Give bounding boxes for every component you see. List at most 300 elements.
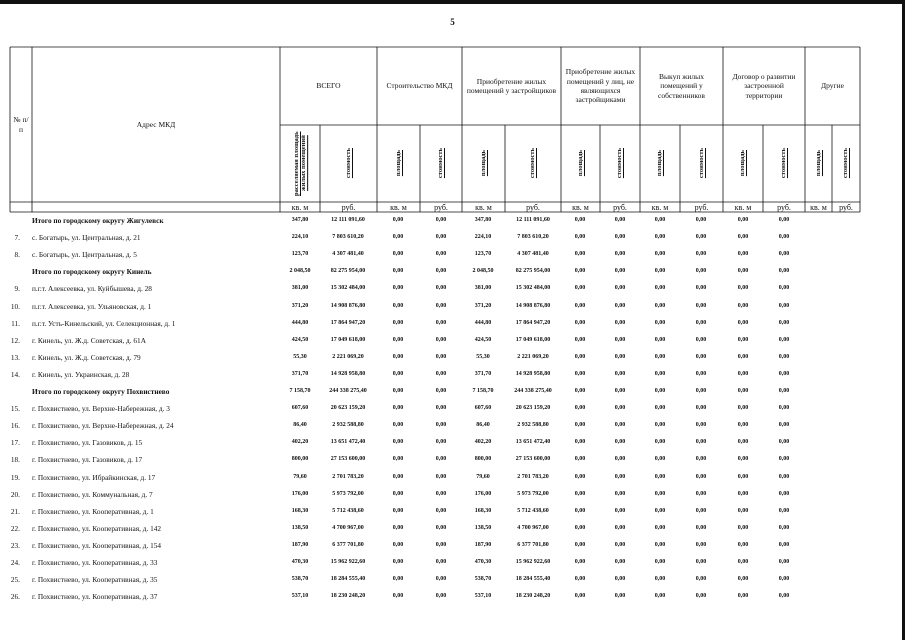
- row-value: 168,30: [474, 507, 492, 514]
- row-address: п.г.т. Усть-Кинельский, ул. Селекционная, д. 1: [32, 318, 176, 328]
- row-value: 2 048,50: [289, 268, 311, 275]
- row-number: 20.: [10, 489, 20, 499]
- row-value: 244 338 275,40: [329, 388, 367, 394]
- row-value: 0,00: [654, 524, 666, 531]
- row-value: 0,00: [737, 302, 749, 309]
- group-label: Выкуп жилых помещений у собственников: [658, 71, 705, 100]
- row-number: 8.: [14, 250, 20, 260]
- subheader-total-cost: [320, 125, 377, 202]
- row-value: 0,00: [654, 422, 666, 429]
- row-number: 21.: [10, 506, 20, 516]
- row-value: 2 932 588,80: [517, 422, 549, 429]
- row-address: г. Похвистнево, ул. Коммунальная, д. 7: [32, 489, 153, 499]
- row-value: 0,00: [614, 251, 626, 258]
- row-value: 0,00: [614, 319, 626, 326]
- row-value: 0,00: [435, 319, 447, 326]
- subheader-area: [640, 125, 680, 202]
- row-number: 25.: [10, 575, 20, 585]
- header-address: [32, 47, 280, 202]
- subheader-label: площадь: [576, 150, 584, 177]
- row-value: 0,00: [695, 302, 707, 309]
- row-value: 0,00: [574, 439, 586, 446]
- row-value: 0,00: [737, 422, 749, 429]
- row-value: 4 700 967,00: [332, 524, 364, 531]
- row-value: 0,00: [654, 405, 666, 412]
- table-row: [0, 555, 905, 572]
- table-row: [0, 316, 905, 333]
- row-value: 0,00: [392, 336, 404, 343]
- row-value: 0,00: [435, 422, 447, 429]
- row-value: 0,00: [737, 234, 749, 241]
- row-value: 0,00: [392, 268, 404, 275]
- group-label: Другие: [821, 81, 844, 91]
- row-value: 7 803 610,20: [332, 234, 364, 241]
- row-value: 0,00: [435, 268, 447, 275]
- subheader-label: стоимость: [437, 148, 445, 179]
- row-value: 168,30: [291, 507, 309, 514]
- row-value: 0,00: [392, 456, 404, 463]
- total-row: [0, 213, 905, 230]
- subheader-label: площадь: [479, 150, 487, 177]
- row-value: 538,70: [291, 576, 309, 583]
- row-value: 0,00: [574, 370, 586, 377]
- subheader-label: расселяемая площадь жилых помещений: [292, 131, 307, 196]
- row-value: 0,00: [392, 234, 404, 241]
- subheader-label: стоимость: [780, 148, 788, 179]
- row-address: г. Похвистнево, ул. Кооперативная, д. 154: [32, 540, 162, 550]
- table-row: [0, 230, 905, 247]
- header-group-buyout: [640, 47, 723, 125]
- row-number: 14.: [10, 369, 20, 379]
- row-value: 0,00: [614, 559, 626, 565]
- row-value: 0,00: [435, 336, 447, 343]
- row-value: 0,00: [435, 473, 447, 480]
- unit-cost: руб.: [777, 203, 791, 212]
- row-value: 0,00: [392, 507, 404, 514]
- row-value: 0,00: [392, 524, 404, 531]
- row-value: 0,00: [392, 490, 404, 497]
- row-value: 5 973 792,00: [332, 490, 364, 497]
- row-value: 0,00: [614, 234, 626, 241]
- unit-cost: руб.: [434, 203, 448, 212]
- row-value: 0,00: [574, 302, 586, 309]
- row-value: 55,30: [293, 353, 307, 360]
- row-value: 0,00: [778, 490, 790, 497]
- row-value: 0,00: [574, 541, 586, 548]
- row-value: 0,00: [695, 576, 707, 583]
- row-value: 444,80: [474, 319, 492, 326]
- row-value: 0,00: [737, 559, 749, 565]
- row-value: 0,00: [392, 319, 404, 326]
- row-value: 0,00: [614, 576, 626, 583]
- table-row: [0, 247, 905, 264]
- row-value: 55,30: [476, 353, 490, 360]
- row-value: 0,00: [392, 439, 404, 446]
- row-number: 12.: [10, 335, 20, 345]
- row-value: 5 712 438,60: [517, 507, 549, 514]
- row-number: 13.: [10, 352, 20, 362]
- row-value: 0,00: [574, 490, 586, 497]
- table-row: [0, 452, 905, 469]
- row-value: 0,00: [695, 353, 707, 360]
- row-value: 0,00: [574, 285, 586, 292]
- row-value: 0,00: [737, 268, 749, 275]
- group-label: Строительство МКД: [386, 81, 453, 91]
- row-value: 0,00: [778, 405, 790, 412]
- subheader-area: [561, 125, 600, 202]
- unit-cost: руб.: [694, 203, 709, 212]
- row-value: 0,00: [778, 456, 790, 463]
- table-row: [0, 538, 905, 555]
- table-row: [0, 435, 905, 452]
- row-address: Итого по городскому округу Кинель: [32, 267, 152, 277]
- row-address: г. Похвистнево, ул. Ибрайкинская, д. 17: [32, 472, 156, 482]
- row-value: 0,00: [435, 507, 447, 514]
- row-number: 24.: [10, 558, 20, 567]
- row-value: 0,00: [778, 336, 790, 343]
- row-value: 79,60: [476, 473, 490, 480]
- row-value: 0,00: [654, 336, 666, 343]
- row-value: 0,00: [614, 302, 626, 309]
- row-number: 16.: [10, 421, 20, 431]
- row-address: с. Богатырь, ул. Центральная, д. 5: [32, 250, 137, 260]
- page-number: 5: [450, 17, 455, 27]
- row-value: 0,00: [614, 217, 626, 223]
- row-number: 18.: [10, 455, 20, 465]
- row-value: 0,00: [778, 593, 790, 600]
- row-value: 0,00: [737, 251, 749, 258]
- row-value: 0,00: [574, 456, 586, 463]
- row-number: 23.: [10, 540, 20, 550]
- row-value: 0,00: [392, 353, 404, 360]
- row-value: 187,90: [474, 541, 492, 548]
- row-value: 0,00: [392, 576, 404, 583]
- row-address: г. Похвистнево, ул. Кооперативная, д. 33: [32, 558, 158, 567]
- row-value: 800,00: [474, 456, 492, 463]
- row-value: 0,00: [654, 234, 666, 241]
- row-value: 381,00: [291, 285, 309, 292]
- row-value: 0,00: [695, 473, 707, 480]
- total-row: [0, 384, 905, 401]
- row-address: Итого по городскому округу Жигулевск: [32, 216, 164, 225]
- row-value: 347,80: [291, 217, 309, 223]
- table-row: [0, 487, 905, 504]
- row-value: 138,50: [474, 524, 492, 531]
- row-value: 6 377 701,80: [517, 541, 549, 548]
- row-value: 0,00: [654, 388, 666, 394]
- row-value: 18 230 248,20: [515, 593, 551, 600]
- row-number: 11.: [11, 318, 20, 328]
- row-value: 0,00: [614, 507, 626, 514]
- row-value: 0,00: [737, 524, 749, 531]
- row-value: 12 111 091,60: [331, 217, 365, 223]
- row-value: 18 284 555,40: [330, 576, 366, 583]
- subheader-cost: [600, 125, 640, 202]
- row-value: 0,00: [778, 353, 790, 360]
- row-value: 0,00: [778, 319, 790, 326]
- row-value: 0,00: [695, 319, 707, 326]
- row-value: 0,00: [574, 234, 586, 241]
- subheader-area: [805, 125, 832, 202]
- unit-cost: руб.: [613, 203, 627, 212]
- row-value: 4 307 481,40: [517, 251, 549, 258]
- row-value: 0,00: [435, 456, 447, 463]
- row-address: с. Богатырь, ул. Центральная, д. 21: [32, 233, 141, 243]
- table-row: [0, 350, 905, 367]
- subheader-label: стоимость: [697, 148, 705, 179]
- subheader-label: площадь: [814, 150, 822, 177]
- row-number: 22.: [10, 523, 20, 533]
- subheader-label: стоимость: [616, 148, 624, 179]
- row-value: 0,00: [778, 370, 790, 377]
- row-value: 0,00: [654, 217, 666, 223]
- row-value: 0,00: [574, 507, 586, 514]
- row-address: г. Похвистнево, ул. Верхне-Набережная, д. 24: [32, 421, 174, 431]
- row-value: 20 623 159,20: [330, 405, 366, 412]
- row-value: 0,00: [614, 473, 626, 480]
- row-value: 20 623 159,20: [515, 405, 551, 412]
- subheader-label: стоимость: [842, 148, 850, 179]
- row-address: г. Похвистнево, ул. Газовиков, д. 15: [32, 438, 143, 448]
- row-value: 138,50: [291, 524, 309, 531]
- row-number: 26.: [10, 592, 20, 602]
- table-row: [0, 418, 905, 435]
- row-value: 18 284 555,40: [515, 576, 551, 583]
- unit-area: кв. м: [734, 203, 752, 212]
- row-value: 0,00: [778, 302, 790, 309]
- unit-area: кв. м: [291, 203, 309, 212]
- header-group-other: [805, 47, 860, 125]
- subheader-label: площадь: [656, 150, 664, 177]
- row-value: 15 302 484,00: [330, 285, 366, 292]
- row-value: 0,00: [614, 490, 626, 497]
- row-address: Итого по городскому округу Похвистнево: [32, 387, 170, 396]
- row-value: 0,00: [737, 576, 749, 583]
- row-value: 0,00: [695, 593, 707, 600]
- row-value: 470,30: [291, 559, 309, 565]
- row-number: 17.: [10, 438, 20, 448]
- row-value: 402,20: [291, 439, 309, 446]
- group-label: Договор о развитии застроенной территории: [732, 71, 796, 100]
- row-value: 6 377 701,80: [332, 541, 364, 548]
- row-value: 537,10: [474, 593, 492, 600]
- unit-cost: руб.: [839, 203, 853, 212]
- table-row: [0, 401, 905, 418]
- row-value: 0,00: [654, 285, 666, 292]
- row-value: 123,70: [474, 251, 492, 258]
- row-value: 0,00: [614, 456, 626, 463]
- row-value: 0,00: [574, 559, 586, 565]
- row-value: 0,00: [574, 353, 586, 360]
- row-address: г. Похвистнево, ул. Кооперативная, д. 1: [32, 506, 154, 516]
- row-value: 444,80: [291, 319, 309, 326]
- row-value: 0,00: [695, 559, 707, 565]
- row-value: 0,00: [392, 285, 404, 292]
- row-value: 0,00: [614, 353, 626, 360]
- row-value: 7 803 610,20: [517, 234, 549, 241]
- row-value: 0,00: [435, 559, 447, 565]
- row-value: 0,00: [574, 268, 586, 275]
- subheader-total-area: [280, 125, 320, 202]
- row-value: 0,00: [695, 490, 707, 497]
- row-address: г. Похвистнево, ул. Верхне-Набережная, д. 3: [32, 404, 170, 414]
- row-value: 0,00: [695, 541, 707, 548]
- row-value: 82 275 954,00: [330, 268, 366, 275]
- table-row: [0, 281, 905, 298]
- row-value: 0,00: [737, 405, 749, 412]
- subheader-cost: [420, 125, 462, 202]
- row-value: 424,50: [474, 336, 492, 343]
- unit-cost: руб.: [341, 203, 356, 212]
- group-label: Приобретение жилых помещений у лиц, не являющихся застройщиками: [565, 67, 636, 105]
- row-value: 381,00: [474, 285, 492, 292]
- header-group-construction: [377, 47, 462, 125]
- row-value: 0,00: [695, 524, 707, 531]
- row-number: 7.: [14, 233, 20, 243]
- row-value: 0,00: [778, 217, 790, 223]
- row-value: 18 230 248,20: [330, 593, 366, 600]
- row-value: 0,00: [695, 370, 707, 377]
- row-value: 5 712 438,60: [332, 507, 364, 514]
- table-row: [0, 333, 905, 350]
- row-value: 0,00: [435, 439, 447, 446]
- row-address: п.г.т. Алексеевка, ул. Куйбышева, д. 28: [32, 284, 152, 294]
- row-value: 0,00: [778, 576, 790, 583]
- row-value: 0,00: [614, 422, 626, 429]
- row-value: 0,00: [574, 319, 586, 326]
- row-address: г. Кинель, ул. Ж.д. Советская, д. 79: [32, 352, 141, 362]
- row-value: 0,00: [654, 456, 666, 463]
- row-value: 470,30: [474, 559, 492, 565]
- row-value: 82 275 954,00: [515, 268, 551, 275]
- header-address-label: Адрес МКД: [136, 119, 176, 129]
- table-row: [0, 299, 905, 316]
- subheader-label: площадь: [739, 150, 747, 177]
- row-value: 0,00: [392, 593, 404, 600]
- row-value: 2 221 069,20: [517, 353, 549, 360]
- row-value: 15 962 922,60: [515, 559, 551, 565]
- row-address: г. Похвистнево, ул. Газовиков, д. 17: [32, 455, 143, 465]
- row-value: 0,00: [435, 524, 447, 531]
- unit-area: кв. м: [810, 203, 827, 212]
- row-value: 0,00: [695, 422, 707, 429]
- row-value: 0,00: [614, 370, 626, 377]
- header-group-development: [723, 47, 805, 125]
- row-value: 224,10: [474, 234, 492, 241]
- row-value: 0,00: [392, 559, 404, 565]
- subheader-cost: [505, 125, 561, 202]
- row-value: 0,00: [614, 336, 626, 343]
- row-value: 0,00: [614, 439, 626, 446]
- table-row: [0, 521, 905, 538]
- row-value: 14 908 876,80: [330, 302, 366, 309]
- row-value: 0,00: [737, 593, 749, 600]
- row-value: 86,40: [293, 422, 307, 429]
- row-value: 0,00: [778, 285, 790, 292]
- row-value: 2 048,50: [472, 268, 494, 275]
- row-value: 0,00: [695, 234, 707, 241]
- row-value: 2 932 588,80: [332, 422, 364, 429]
- row-value: 244 338 275,40: [514, 388, 552, 394]
- row-value: 15 302 484,00: [515, 285, 551, 292]
- header-group-non-developers: [561, 47, 640, 125]
- table-row: [0, 470, 905, 487]
- row-value: 0,00: [778, 268, 790, 275]
- row-value: 0,00: [392, 370, 404, 377]
- row-number: 19.: [10, 472, 20, 482]
- row-value: 176,00: [474, 490, 492, 497]
- row-value: 17 049 618,00: [515, 336, 551, 343]
- row-value: 0,00: [654, 490, 666, 497]
- row-number: 15.: [10, 404, 20, 414]
- row-value: 0,00: [778, 473, 790, 480]
- row-value: 0,00: [654, 268, 666, 275]
- row-value: 0,00: [392, 302, 404, 309]
- row-value: 86,40: [476, 422, 490, 429]
- subheader-cost: [680, 125, 723, 202]
- subheader-area: [723, 125, 763, 202]
- row-value: 14 908 876,80: [515, 302, 551, 309]
- row-address: г. Похвистнево, ул. Кооперативная, д. 142: [32, 523, 162, 533]
- row-value: 4 307 481,40: [332, 251, 364, 258]
- row-value: 0,00: [695, 439, 707, 446]
- unit-cost: руб.: [526, 203, 540, 212]
- row-value: 0,00: [435, 285, 447, 292]
- row-value: 27 153 600,00: [330, 456, 366, 463]
- row-value: 0,00: [778, 559, 790, 565]
- row-value: 0,00: [737, 319, 749, 326]
- row-value: 2 701 783,20: [517, 473, 549, 480]
- row-value: 0,00: [574, 524, 586, 531]
- row-value: 187,90: [291, 541, 309, 548]
- row-value: 17 864 947,20: [330, 319, 366, 326]
- row-value: 424,50: [291, 336, 309, 343]
- row-value: 224,10: [291, 234, 309, 241]
- row-value: 0,00: [695, 336, 707, 343]
- row-value: 0,00: [737, 541, 749, 548]
- unit-area: кв. м: [475, 203, 492, 212]
- row-value: 0,00: [435, 302, 447, 309]
- row-value: 0,00: [574, 422, 586, 429]
- row-value: 0,00: [574, 217, 586, 223]
- row-address: п.г.т. Алексеевка, ул. Ульяновская, д. 1: [32, 301, 152, 311]
- row-value: 538,70: [474, 576, 492, 583]
- row-value: 0,00: [737, 388, 749, 394]
- subheader-cost: [832, 125, 860, 202]
- row-value: 0,00: [654, 370, 666, 377]
- row-value: 79,60: [293, 473, 307, 480]
- row-value: 0,00: [778, 524, 790, 531]
- row-value: 371,20: [291, 302, 309, 309]
- row-value: 17 049 618,00: [330, 336, 366, 343]
- row-address: г. Кинель, ул. Украинская, д. 28: [32, 369, 130, 379]
- row-value: 0,00: [654, 251, 666, 258]
- row-value: 0,00: [695, 405, 707, 412]
- row-value: 0,00: [737, 353, 749, 360]
- row-number: 9.: [14, 284, 20, 294]
- row-value: 0,00: [614, 268, 626, 275]
- row-value: 0,00: [392, 388, 404, 394]
- row-value: 12 111 091,60: [516, 217, 550, 223]
- row-value: 0,00: [435, 490, 447, 497]
- row-value: 0,00: [695, 456, 707, 463]
- row-value: 15 962 922,60: [330, 559, 366, 565]
- row-value: 0,00: [654, 473, 666, 480]
- row-value: 0,00: [435, 251, 447, 258]
- table-row: [0, 572, 905, 589]
- row-value: 0,00: [574, 251, 586, 258]
- row-value: 0,00: [737, 507, 749, 514]
